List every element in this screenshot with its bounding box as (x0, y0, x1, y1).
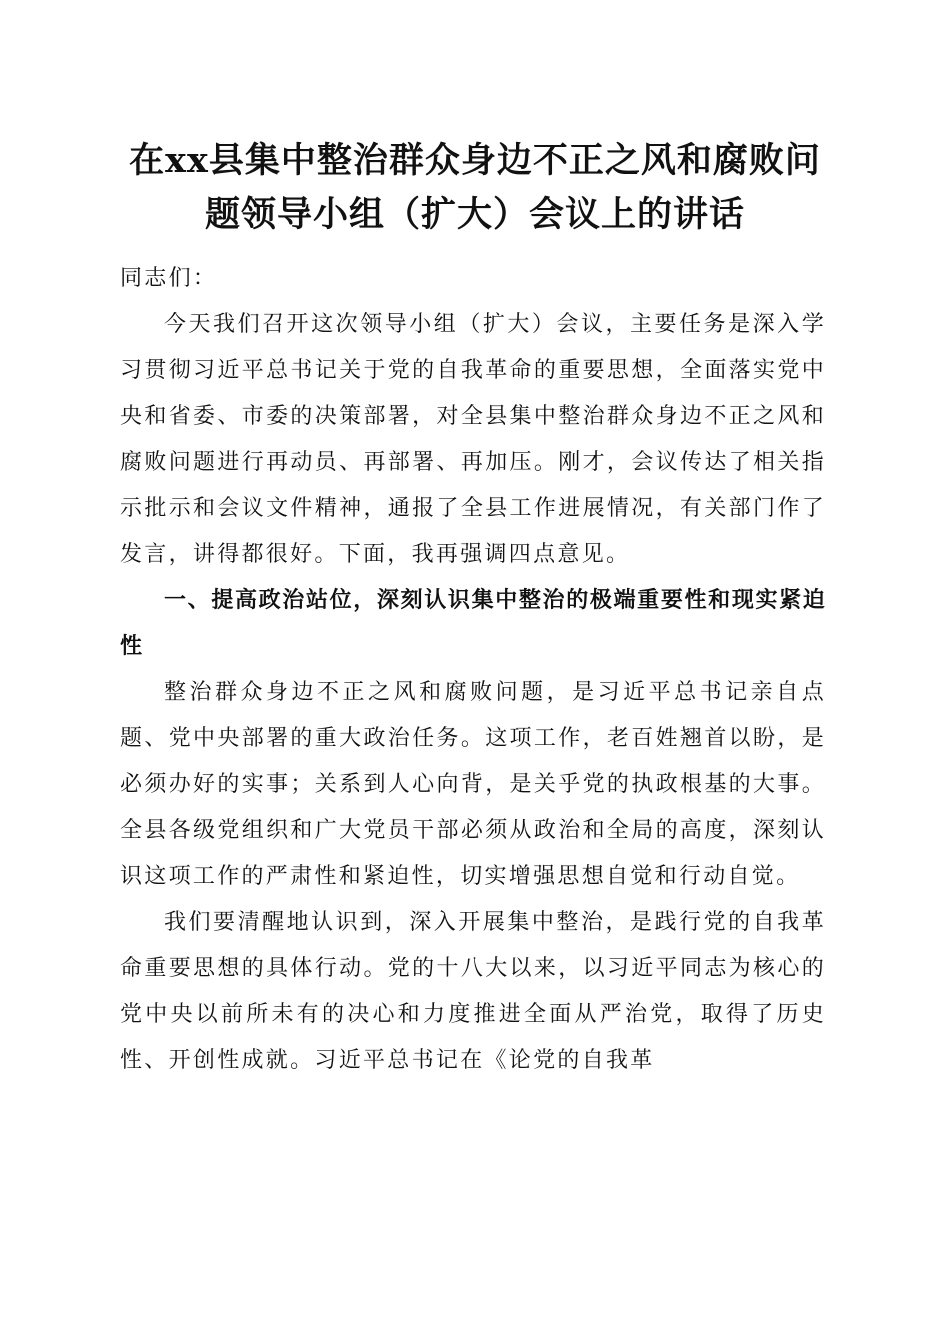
paragraph-section1-2: 我们要清醒地认识到，深入开展集中整治，是践行党的自我革命重要思想的具体行动。党的十八大以来，以习近平同志为核心的党中央以前所未有的决心和力度推进全面从严治党，取得了历史性、开创性成就。习近平总书记在《论党的自我革 (120, 910, 826, 1073)
document-body (120, 256, 826, 1084)
paragraph-intro: 今天我们召开这次领导小组（扩大）会议，主要任务是深入学习贯彻习近平总书记关于党的自我革命的重要思想，全面落实党中央和省委、市委的决策部署，对全县集中整治群众身边不正之风和腐败问题进行再动员、再部署、再加压。刚才，会议传达了相关指示批示和会议文件精神，通报了全县工作进展情况，有关部门作了发言，讲得都很好。下面，我再强调四点意见。 (120, 312, 826, 567)
title-line-1: 在xx县集中整治群众身边不正之风和腐败问 (129, 140, 821, 181)
document-title (110, 134, 840, 242)
paragraph-section1-1: 整治群众身边不正之风和腐败问题，是习近平总书记亲自点题、党中央部署的重大政治任务。这项工作，老百姓翘首以盼，是必须办好的实事；关系到人心向背，是关乎党的执政根基的大事。全县各级党组织和广大党员干部必须从政治和全局的高度，深刻认识这项工作的严肃性和紧迫性，切实增强思想自觉和行动自觉。 (120, 680, 826, 889)
section-heading-1: 一、提高政治站位，深刻认识集中整治的极端重要性和现实紧迫性 (120, 588, 826, 659)
title-line-2: 题领导小组（扩大）会议上的讲话 (204, 194, 745, 235)
salutation: 同志们： (120, 266, 218, 291)
